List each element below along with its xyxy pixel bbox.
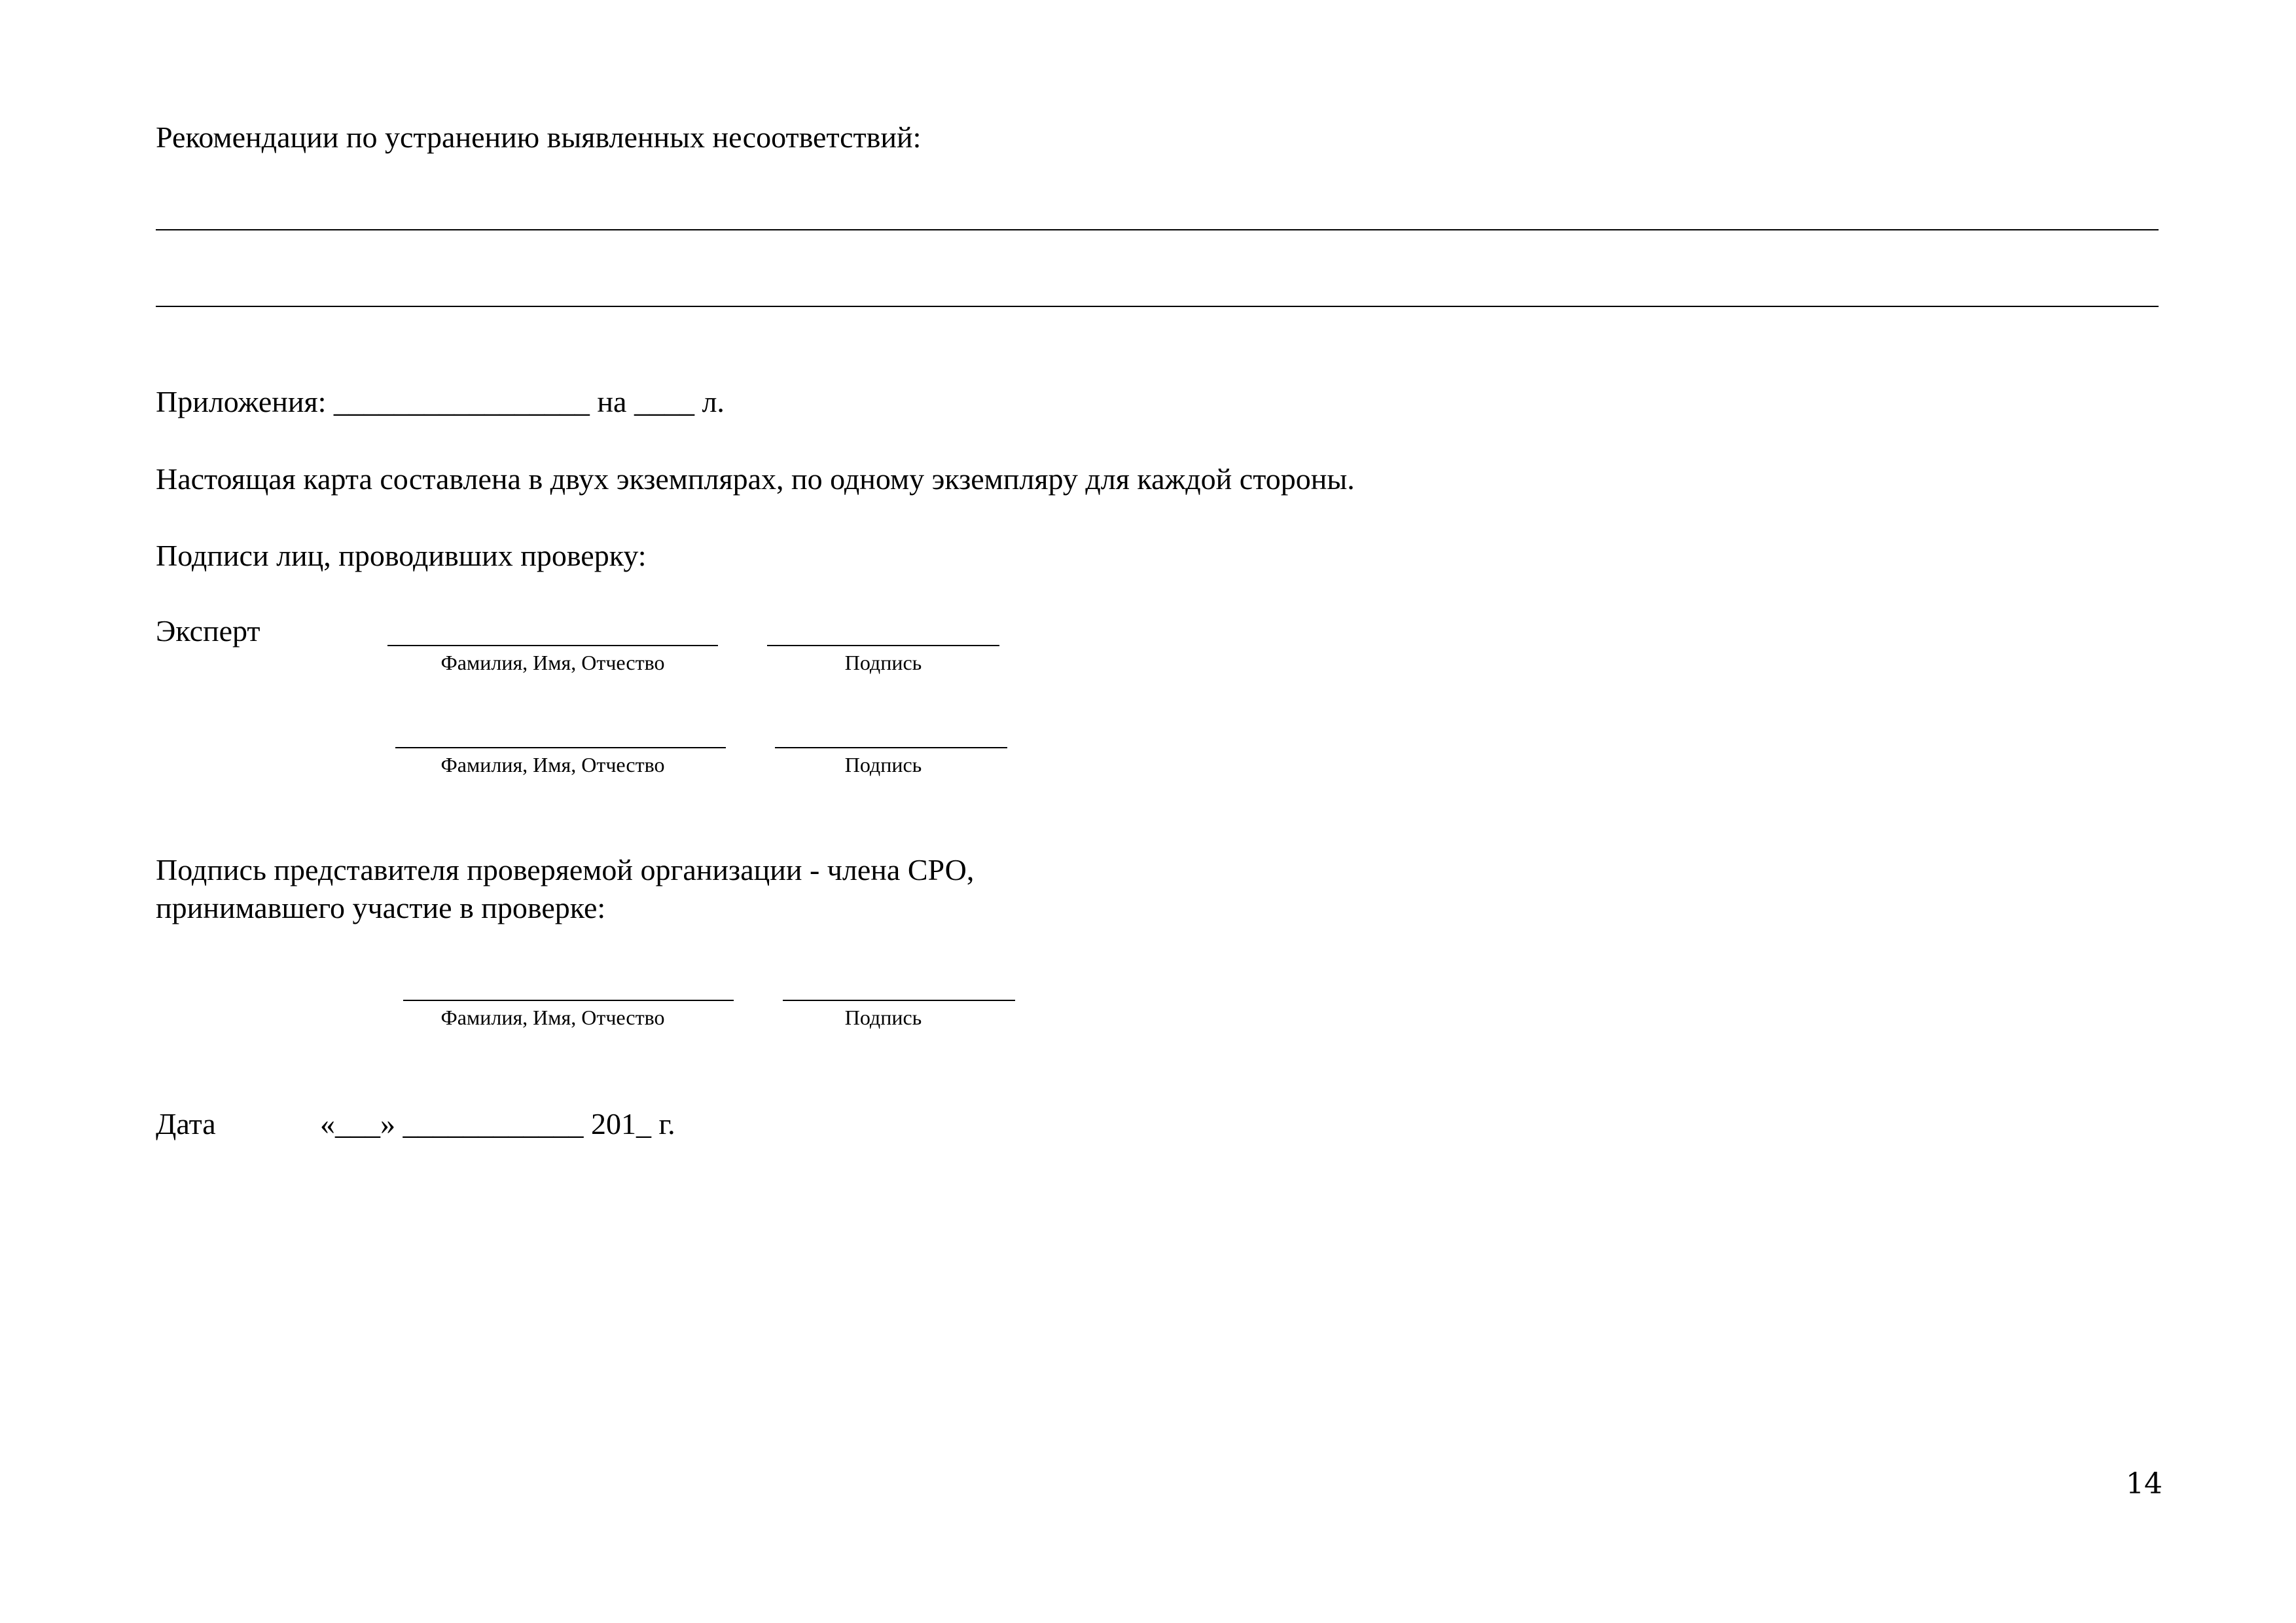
page-number: 14 [2126,1467,2162,1501]
expert-2-sign-line [775,747,1007,748]
recommendations-heading: Рекомендации по устранению выявленных несоответствий: [156,120,922,154]
representative-sign-caption: Подпись [844,1006,922,1029]
representative-name-caption: Фамилия, Имя, Отчество [440,1006,665,1029]
representative-heading-line-2: принимавшего участие в проверке: [156,891,606,924]
expert-1-name-line [387,645,718,646]
representative-name-line [403,1000,734,1001]
date-label: Дата [156,1107,216,1140]
recommendations-line-1 [156,229,2159,230]
copies-note: Настоящая карта составлена в двух экземплярах, по одному экземпляру для каждой стороны. [156,462,1355,496]
expert-2-sign-caption: Подпись [844,753,922,776]
expert-1-sign-line [767,645,999,646]
recommendations-line-2 [156,306,2159,307]
representative-heading-line-1: Подпись представителя проверяемой организации - члена СРО, [156,853,975,886]
expert-2-name-line [395,747,726,748]
representative-sign-line [783,1000,1015,1001]
date-value: «___» ____________ 201_ г. [320,1107,675,1140]
expert-2-name-caption: Фамилия, Имя, Отчество [440,753,665,776]
expert-label: Эксперт [156,614,260,647]
attachments-line: Приложения: _________________ на ____ л. [156,385,725,418]
expert-1-name-caption: Фамилия, Имя, Отчество [440,651,665,674]
signatures-heading: Подписи лиц, проводивших проверку: [156,539,647,572]
expert-1-sign-caption: Подпись [844,651,922,674]
